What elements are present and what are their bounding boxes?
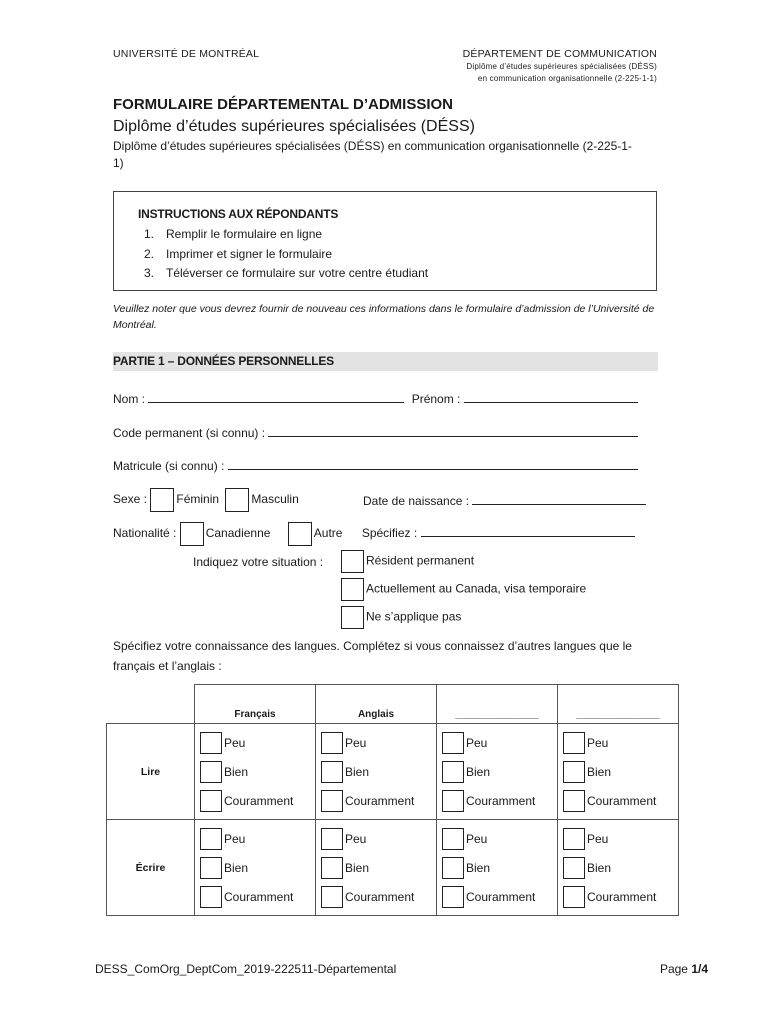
nationalite-row	[113, 522, 635, 546]
canadienne-checkbox[interactable]	[180, 522, 204, 546]
bien-checkbox[interactable]	[200, 857, 222, 879]
department-program-line1: Diplôme d’études supérieures spécialisées (DÉSS)	[466, 62, 657, 71]
col-header-francais: Français	[195, 685, 316, 724]
bien-checkbox[interactable]	[321, 761, 343, 783]
couramment-checkbox[interactable]	[563, 790, 585, 812]
peu-checkbox[interactable]	[442, 828, 464, 850]
admission-note: Veuillez noter que vous devrez fournir de nouveau ces informations dans le formulaire d’admission de l’Université de Montréal.	[113, 303, 655, 331]
language-table	[106, 684, 679, 916]
couramment-checkbox[interactable]	[321, 886, 343, 908]
instruction-item: 1. Remplir le formulaire en ligne	[144, 227, 323, 241]
instruction-item: 2. Imprimer et signer le formulaire	[144, 246, 333, 261]
couramment-checkbox[interactable]	[442, 886, 464, 908]
matricule-row	[113, 457, 638, 473]
ne-sapplique-pas-checkbox[interactable]	[341, 606, 364, 629]
dob-row	[363, 492, 646, 508]
language-intro: Spécifiez votre connaissance des langues. Complétez si vous connaissez d’autres langues que le français et l’anglais :	[113, 639, 632, 673]
couramment-checkbox[interactable]	[563, 886, 585, 908]
prenom-label: Prénom :	[411, 392, 461, 406]
bien-checkbox[interactable]	[442, 857, 464, 879]
peu-checkbox[interactable]	[200, 732, 222, 754]
row-label-ecrire: Écrire	[107, 820, 195, 916]
situation-option: Résident permanent	[341, 550, 474, 573]
table-row	[107, 724, 679, 820]
table-corner	[107, 685, 195, 724]
nom-label: Nom :	[113, 392, 146, 406]
feminin-checkbox[interactable]	[150, 488, 174, 512]
nom-row	[113, 390, 638, 406]
part1-title: PARTIE 1 – DONNÉES PERSONNELLES	[113, 354, 334, 368]
canadienne-label: Canadienne	[205, 526, 271, 541]
form-subtitle: Diplôme d’études supérieures spécialisées (DÉSS)	[113, 118, 475, 135]
department-program-line2: en communication organisationnelle (2-225-1-1)	[477, 74, 657, 83]
ecrire-francais-cell: Peu Bien Couramment	[195, 820, 316, 916]
bien-checkbox[interactable]	[200, 761, 222, 783]
couramment-checkbox[interactable]	[321, 790, 343, 812]
matricule-label: Matricule (si connu) :	[113, 459, 225, 473]
code-row	[113, 424, 638, 440]
feminin-label: Féminin	[176, 492, 220, 507]
peu-checkbox[interactable]	[563, 732, 585, 754]
instructions-title: INSTRUCTIONS AUX RÉPONDANTS	[138, 207, 339, 221]
col-header-other-language-1[interactable]: _______________	[437, 685, 558, 724]
table-row	[107, 820, 679, 916]
bien-checkbox[interactable]	[563, 761, 585, 783]
form-program-description: Diplôme d’études supérieures spécialisées (DÉSS) en communication organisationnelle (2-225-1-1)	[113, 139, 632, 170]
lire-anglais-cell: Peu Bien Couramment	[316, 724, 437, 820]
university-name: UNIVERSITÉ DE MONTRÉAL	[113, 48, 260, 60]
couramment-checkbox[interactable]	[200, 886, 222, 908]
ecrire-other1-cell: Peu Bien Couramment	[437, 820, 558, 916]
peu-checkbox[interactable]	[200, 828, 222, 850]
department-header	[463, 48, 657, 85]
code-permanent-field[interactable]	[268, 424, 638, 437]
col-header-anglais: Anglais	[316, 685, 437, 724]
masculin-checkbox[interactable]	[225, 488, 249, 512]
peu-checkbox[interactable]	[321, 732, 343, 754]
col-header-other-language-2[interactable]: _______________	[558, 685, 679, 724]
peu-checkbox[interactable]	[442, 732, 464, 754]
ecrire-anglais-cell: Peu Bien Couramment	[316, 820, 437, 916]
situation-label: Indiquez votre situation :	[193, 555, 324, 569]
instruction-item: 3. Téléverser ce formulaire sur votre centre étudiant	[144, 266, 429, 280]
prenom-field[interactable]	[464, 390, 638, 403]
sexe-row	[113, 488, 299, 512]
dob-field[interactable]	[472, 492, 646, 505]
department-title: DÉPARTEMENT DE COMMUNICATION	[462, 48, 657, 60]
row-label-lire: Lire	[107, 724, 195, 820]
form-title: FORMULAIRE DÉPARTEMENTAL D’ADMISSION	[113, 96, 453, 113]
page-number-value: 1/4	[691, 962, 708, 976]
specifiez-label: Spécifiez :	[361, 526, 418, 541]
situation-option: Ne s’applique pas	[341, 606, 461, 629]
code-permanent-label: Code permanent (si connu) :	[113, 426, 266, 440]
bien-checkbox[interactable]	[563, 857, 585, 879]
lire-other2-cell: Peu Bien Couramment	[558, 724, 679, 820]
peu-checkbox[interactable]	[563, 828, 585, 850]
peu-checkbox[interactable]	[321, 828, 343, 850]
visa-temporaire-checkbox[interactable]	[341, 578, 364, 601]
couramment-checkbox[interactable]	[200, 790, 222, 812]
couramment-checkbox[interactable]	[442, 790, 464, 812]
autre-label: Autre	[313, 526, 343, 541]
autre-checkbox[interactable]	[288, 522, 312, 546]
instructions-list	[144, 225, 428, 284]
page-number: Page 1/4	[659, 962, 708, 976]
footer-document-id: DESS_ComOrg_DeptCom_2019-222511-Départemental	[95, 962, 397, 976]
ecrire-other2-cell: Peu Bien Couramment	[558, 820, 679, 916]
specifiez-field[interactable]	[421, 524, 635, 537]
nationalite-label: Nationalité :	[113, 526, 177, 541]
part1-header	[113, 352, 658, 371]
bien-checkbox[interactable]	[321, 857, 343, 879]
masculin-label: Masculin	[251, 492, 299, 507]
lire-other1-cell: Peu Bien Couramment	[437, 724, 558, 820]
lire-francais-cell: Peu Bien Couramment	[195, 724, 316, 820]
matricule-field[interactable]	[228, 457, 638, 470]
sexe-label: Sexe :	[113, 492, 148, 507]
resident-permanent-checkbox[interactable]	[341, 550, 364, 573]
dob-label: Date de naissance :	[363, 494, 470, 508]
situation-option: Actuellement au Canada, visa temporaire	[341, 578, 586, 601]
instructions-box	[113, 191, 657, 291]
bien-checkbox[interactable]	[442, 761, 464, 783]
nom-field[interactable]	[148, 390, 404, 403]
